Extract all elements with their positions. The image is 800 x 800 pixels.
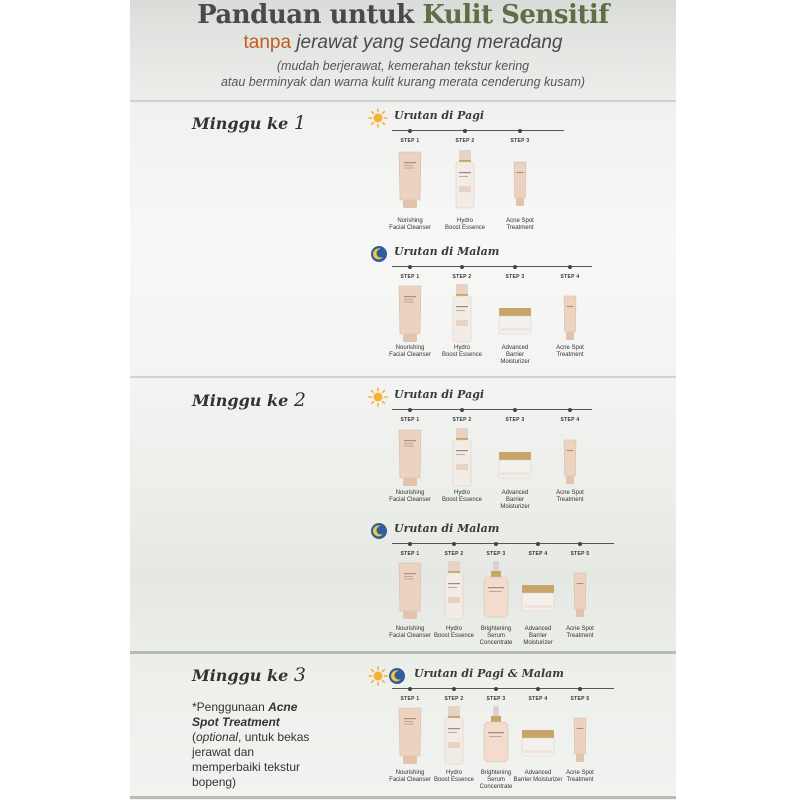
cleanser-tube-image — [393, 428, 427, 488]
step-number: STEP 3 — [486, 696, 506, 702]
product-name-line: Acne Spot — [556, 490, 584, 496]
product-name-line: Nourishing — [395, 345, 425, 351]
step-label — [540, 417, 600, 423]
moisturizer-jar-image — [521, 706, 555, 766]
acne-spot-note: *Penggunaan Acne Spot Treatment (optional, untuk bekas jerawat dan memperbaiki tekstur bopeng) — [192, 700, 310, 789]
product-image — [393, 284, 427, 349]
step-label — [550, 696, 610, 702]
product-image — [521, 706, 555, 771]
header-note — [130, 58, 676, 90]
step-number: STEP 1 — [400, 138, 420, 144]
moisturizer-jar-image — [498, 428, 532, 488]
product-name-line: Facial Cleanser — [389, 225, 431, 231]
step-number: STEP 3 — [505, 274, 525, 280]
timeline-dot — [513, 408, 517, 412]
product-name-line: Boost Essence — [433, 633, 475, 639]
timeline-dot — [408, 408, 412, 412]
product-name-line: Concentrate — [479, 640, 513, 646]
title-part1: Panduan untuk — [197, 0, 414, 30]
note-line2: atau berminyak dan warna kulit kurang merata cenderung kusam) — [220, 75, 586, 89]
step-number: STEP 2 — [452, 274, 472, 280]
product-name-line: Advanced — [501, 345, 529, 351]
product-name — [432, 345, 492, 359]
subtitle-tanpa: tanpa — [243, 32, 292, 53]
timeline — [392, 688, 614, 689]
essence-bottle-image — [437, 706, 471, 766]
product-image — [448, 150, 482, 215]
sun-icon — [368, 108, 388, 128]
divider — [130, 651, 676, 654]
week-number: 1 — [293, 112, 306, 134]
routine-title: Urutan di Pagi — [394, 109, 485, 122]
timeline — [392, 409, 592, 410]
moisturizer-jar-image — [498, 284, 532, 344]
product-name — [540, 490, 600, 504]
product-image — [445, 428, 479, 493]
timeline-dot — [578, 687, 582, 691]
timeline-dot — [408, 265, 412, 269]
product-name-line: Facial Cleanser — [389, 352, 431, 358]
product-image — [437, 561, 471, 626]
product-image — [393, 706, 427, 771]
product-name — [550, 770, 610, 784]
step-label — [485, 417, 545, 423]
product-image — [393, 428, 427, 493]
step-label — [432, 417, 492, 423]
product-name-line: Treatment — [566, 777, 594, 783]
spot-treatment-tube-image — [503, 150, 537, 210]
subtitle-rest: jerawat yang sedang meradang — [296, 32, 563, 53]
product-name-line: Nourishing — [395, 626, 425, 632]
page-title — [130, 0, 676, 30]
essence-bottle-image — [448, 150, 482, 210]
product-name — [380, 490, 440, 504]
product-name-line: Hydro — [445, 626, 462, 632]
spot-treatment-tube-image — [553, 428, 587, 488]
note-line1: (mudah berjerawat, kemerahan tekstur kering — [276, 59, 530, 73]
note-bold: Acne Spot Treatment — [192, 700, 298, 729]
product-name-line: Treatment — [566, 633, 594, 639]
spot-treatment-tube-image — [563, 561, 597, 621]
product-image — [553, 284, 587, 349]
step-number: STEP 2 — [452, 417, 472, 423]
week-number: 3 — [293, 664, 306, 686]
product-name-line: Serum — [487, 777, 505, 783]
product-image — [437, 706, 471, 771]
step-label — [540, 274, 600, 280]
cleanser-tube-image — [393, 150, 427, 210]
step-label — [490, 138, 550, 144]
product-image — [393, 150, 427, 215]
timeline-dot — [460, 265, 464, 269]
product-name-line: Boost Essence — [444, 225, 486, 231]
product-image — [521, 561, 555, 626]
timeline — [392, 130, 564, 131]
essence-bottle-image — [437, 561, 471, 621]
product-name-line: Brightening — [480, 770, 512, 776]
timeline-dot — [460, 408, 464, 412]
note-rest: , untuk bekas jerawat dan memperbaiki tekstur bopeng) — [192, 730, 310, 789]
product-name-line: Hydro — [453, 345, 470, 351]
header — [130, 0, 676, 100]
product-name — [432, 490, 492, 504]
step-number: STEP 4 — [528, 551, 548, 557]
timeline-dot — [494, 542, 498, 546]
moon-icon — [370, 522, 388, 540]
product-name-line: Facial Cleanser — [389, 777, 431, 783]
product-name-line: Hydro — [445, 770, 462, 776]
step-number: STEP 1 — [400, 551, 420, 557]
product-name — [485, 490, 545, 511]
product-name-line: Brightening — [480, 626, 512, 632]
product-name-line: Serum — [487, 633, 505, 639]
product-name-line: Norishing — [397, 218, 423, 224]
product-image — [393, 561, 427, 626]
subtitle — [130, 32, 676, 54]
step-number: STEP 5 — [570, 696, 590, 702]
sun-icon — [368, 387, 388, 407]
essence-bottle-image — [445, 284, 479, 344]
product-image — [479, 561, 513, 626]
divider — [130, 100, 676, 102]
week-label-text: Minggu ke — [192, 391, 289, 410]
step-label — [380, 417, 440, 423]
note-optional: optional — [196, 730, 239, 744]
routine-title: Urutan di Malam — [394, 522, 500, 535]
week-2-label — [192, 389, 306, 411]
serum-dropper-image — [479, 706, 513, 766]
timeline-dot — [513, 265, 517, 269]
product-name-line: Barrier — [505, 497, 524, 503]
step-label — [485, 274, 545, 280]
product-image — [503, 150, 537, 215]
product-name-line: Acne Spot — [556, 345, 584, 351]
product-image — [563, 706, 597, 771]
product-name-line: Treatment — [556, 497, 584, 503]
product-name-line: Boost Essence — [441, 352, 483, 358]
divider — [130, 796, 676, 799]
timeline-dot — [408, 129, 412, 133]
timeline-dot — [568, 408, 572, 412]
product-name-line: Hydro — [453, 490, 470, 496]
step-label — [435, 138, 495, 144]
timeline — [392, 543, 614, 544]
product-image — [479, 706, 513, 771]
routine-title: Urutan di Pagi & Malam — [414, 667, 564, 680]
timeline-dot — [494, 687, 498, 691]
product-name-line: Treatment — [556, 352, 584, 358]
step-number: STEP 3 — [510, 138, 530, 144]
week-label-text: Minggu ke — [192, 114, 289, 133]
timeline-dot — [452, 542, 456, 546]
product-name-line: Barrier — [528, 633, 547, 639]
cleanser-tube-image — [393, 561, 427, 621]
step-number: STEP 2 — [455, 138, 475, 144]
week-1-label — [192, 112, 306, 134]
step-label — [550, 551, 610, 557]
title-part2: Kulit Sensitif — [422, 0, 609, 30]
guide-panel — [130, 0, 676, 800]
step-number: STEP 2 — [444, 551, 464, 557]
product-name-line: Advanced — [524, 626, 552, 632]
serum-dropper-image — [479, 561, 513, 621]
product-name-line: Nourishing — [395, 490, 425, 496]
product-image — [563, 561, 597, 626]
product-name-line: Boost Essence — [441, 497, 483, 503]
product-name-line: Boost Essence — [433, 777, 475, 783]
step-number: STEP 3 — [505, 417, 525, 423]
timeline-dot — [452, 687, 456, 691]
product-name-line: Nourishing — [395, 770, 425, 776]
product-name-line: Hydro — [456, 218, 473, 224]
moon-icon — [370, 245, 388, 263]
week-3-label — [192, 664, 306, 686]
routine-title: Urutan di Pagi — [394, 388, 485, 401]
divider — [130, 376, 676, 378]
product-name-line: Facial Cleanser — [389, 633, 431, 639]
spot-treatment-tube-image — [563, 706, 597, 766]
product-name-line: Moisturizer — [500, 359, 530, 365]
timeline-dot — [578, 542, 582, 546]
product-name — [540, 345, 600, 359]
step-number: STEP 4 — [528, 696, 548, 702]
step-label — [380, 274, 440, 280]
product-name-line: Acne Spot — [566, 770, 594, 776]
product-image — [498, 428, 532, 493]
essence-bottle-image — [445, 428, 479, 488]
week-number: 2 — [293, 389, 306, 411]
timeline-dot — [536, 687, 540, 691]
timeline-dot — [518, 129, 522, 133]
step-number: STEP 1 — [400, 417, 420, 423]
product-name — [485, 345, 545, 366]
timeline-dot — [536, 542, 540, 546]
product-name-line: Acne Spot — [506, 218, 534, 224]
step-number: STEP 5 — [570, 551, 590, 557]
step-number: STEP 1 — [400, 274, 420, 280]
sun-moon-icon — [368, 666, 408, 686]
product-name-line: Acne Spot — [566, 626, 594, 632]
cleanser-tube-image — [393, 706, 427, 766]
step-number: STEP 2 — [444, 696, 464, 702]
product-name-line: Concentrate — [479, 784, 513, 790]
product-name — [490, 218, 550, 232]
step-number: STEP 1 — [400, 696, 420, 702]
week-label-text: Minggu ke — [192, 666, 289, 685]
product-image — [498, 284, 532, 349]
product-name-line: Advanced — [524, 770, 552, 776]
spot-treatment-tube-image — [553, 284, 587, 344]
product-image — [445, 284, 479, 349]
step-label — [432, 274, 492, 280]
note-prefix: *Penggunaan — [192, 700, 265, 714]
product-name-line: Moisturizer — [523, 640, 553, 646]
product-name-line: Treatment — [506, 225, 534, 231]
product-name — [380, 218, 440, 232]
step-number: STEP 3 — [486, 551, 506, 557]
timeline — [392, 266, 592, 267]
step-number: STEP 4 — [560, 274, 580, 280]
product-name-line: Moisturizer — [500, 504, 530, 510]
product-name-line: Advanced — [501, 490, 529, 496]
timeline-dot — [408, 542, 412, 546]
product-name-line: Barrier Moisturizer — [513, 777, 563, 783]
moon-icon — [388, 667, 406, 685]
step-number: STEP 4 — [560, 417, 580, 423]
product-name — [380, 345, 440, 359]
step-label — [380, 138, 440, 144]
cleanser-tube-image — [393, 284, 427, 344]
product-name — [550, 626, 610, 640]
product-image — [553, 428, 587, 493]
product-name-line: Barrier — [505, 352, 524, 358]
product-name-line: Facial Cleanser — [389, 497, 431, 503]
moisturizer-jar-image — [521, 561, 555, 621]
timeline-dot — [463, 129, 467, 133]
sun-icon — [368, 666, 388, 686]
timeline-dot — [568, 265, 572, 269]
product-name — [435, 218, 495, 232]
routine-title: Urutan di Malam — [394, 245, 500, 258]
timeline-dot — [408, 687, 412, 691]
